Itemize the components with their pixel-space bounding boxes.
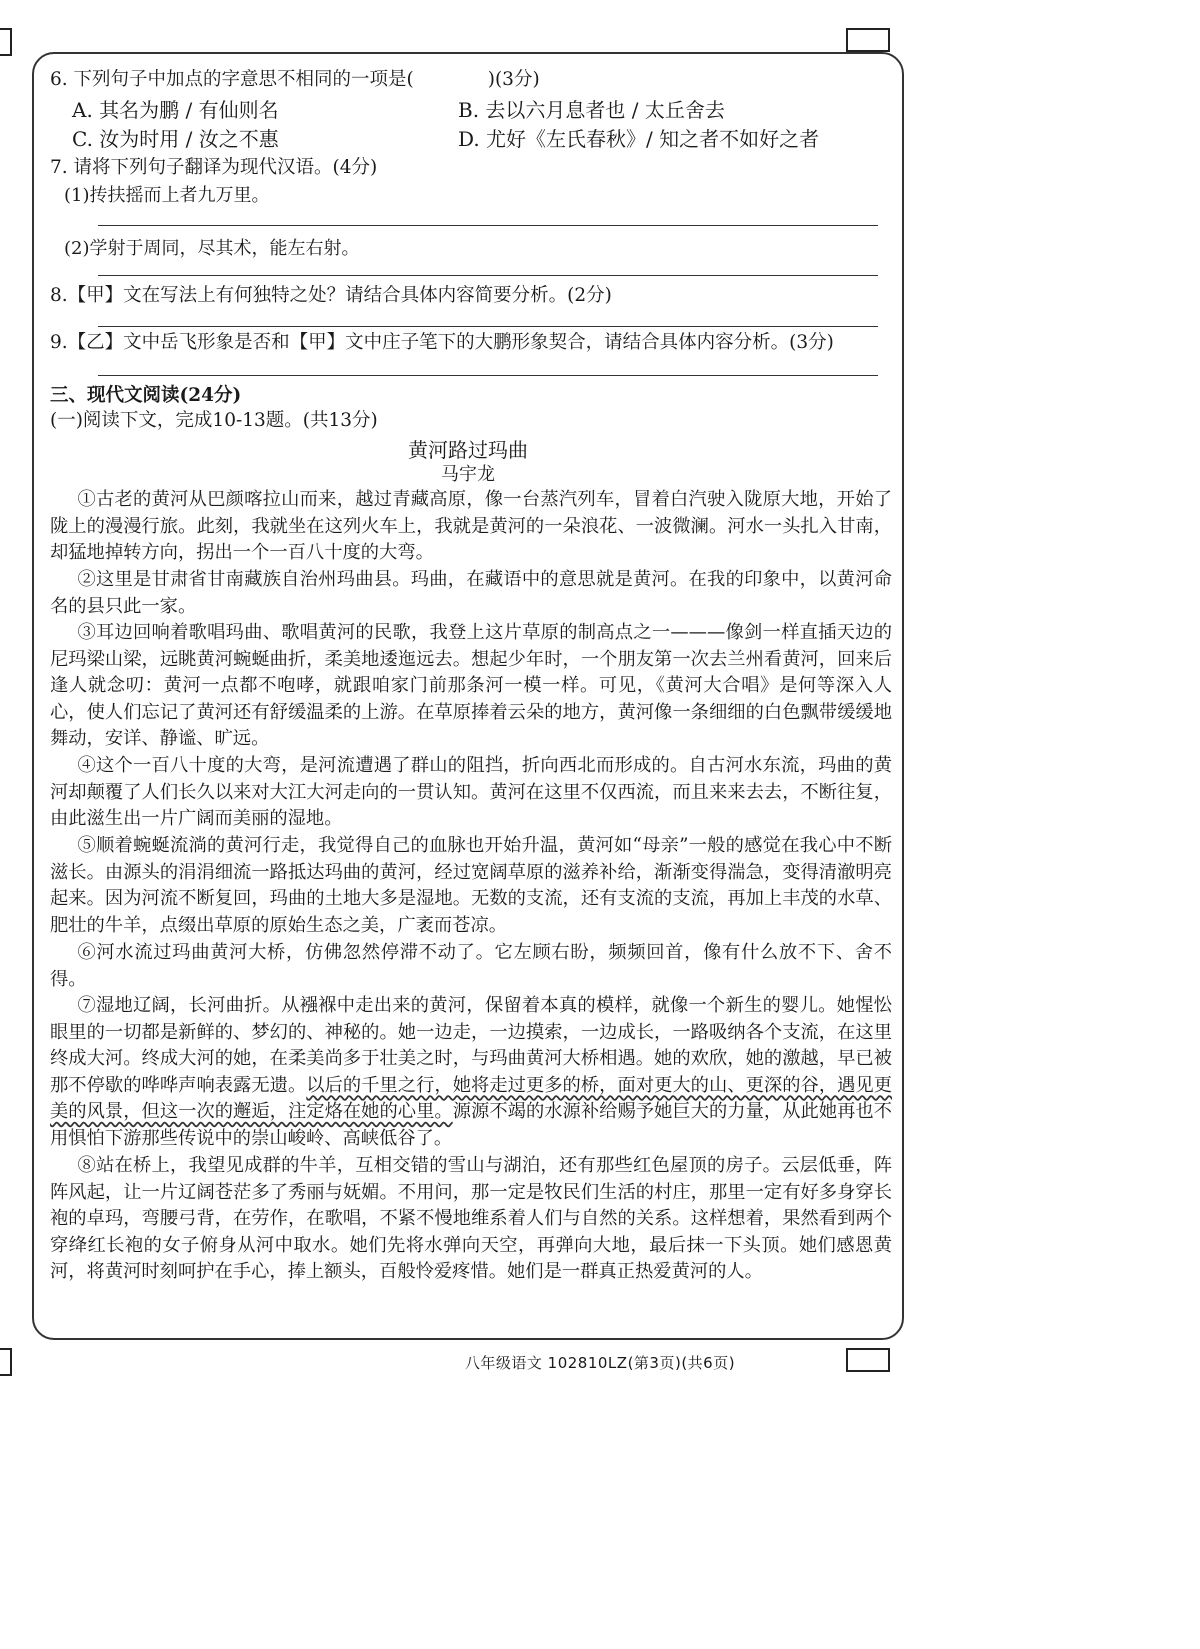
answer-line bbox=[98, 275, 878, 276]
paragraph-6: ⑥河水流过玛曲黄河大桥，仿佛忽然停滞不动了。它左顾右盼，频频回首，像有什么放不下、舍不得。 bbox=[50, 942, 892, 990]
answer-line bbox=[98, 225, 878, 226]
q6-option-b: B. 去以六月息者也 / 太丘舍去 bbox=[458, 98, 725, 122]
wavy-underlined-sentence: 以后的千里之行，她将走过更多的桥，面对更大的山、更深的谷，遇见更美的风景，但这一次的邂逅，注定烙在她的心里。 bbox=[50, 1074, 893, 1123]
paragraph-5: ⑤顺着蜿蜒流淌的黄河行走，我觉得自己的血脉也开始升温，黄河如“母亲”一般的感觉在我心中不断滋长。由源头的涓涓细流一路抵达玛曲的黄河，经过宽阔草原的滋养补给，渐渐变得湍急，变得清澈明亮起来。因为河流不断复回，玛曲的土地大多是湿地。无数的支流，还有支流的支流，再加上丰茂的水草、肥壮的牛羊，点缀出草原的原始生态之美，广袤而苍凉。 bbox=[50, 835, 892, 936]
paragraph-8: ⑧站在桥上，我望见成群的牛羊，互相交错的雪山与湖泊，还有那些红色屋顶的房子。云层低垂，阵阵风起，让一片辽阔苍茫多了秀丽与妩媚。不用问，那一定是牧民们生活的村庄，那里一定有好多身穿长袍的卓玛，弯腰弓背，在劳作，在歌唱，不紧不慢地维系着人们与自然的关系。这样想着，果然看到两个穿绛红长袍的女子俯身从河中取水。她们先将水弹向天空，再弹向大地，最后抹一下头顶。她们感恩黄河，将黄河时刻呵护在手心，捧上额头，百般怜爱疼惜。她们是一群真正热爱黄河的人。 bbox=[50, 1155, 892, 1283]
paragraph-4: ④这个一百八十度的大弯，是河流遭遇了群山的阻挡，折向西北而形成的。自古河水东流，玛曲的黄河却颠覆了人们长久以来对大江大河走向的一贯认知。黄河在这里不仅西流，而且来来去去，不断往复，由此滋生出一片广阔而美丽的湿地。 bbox=[50, 755, 892, 830]
section-title: 三、现代文阅读(24分) bbox=[50, 385, 242, 406]
q6-option-a: A. 其名为鹏 / 有仙则名 bbox=[72, 98, 279, 122]
page-footer: 八年级语文 102810LZ(第3页)(共6页) bbox=[464, 1354, 736, 1372]
paragraph-2: ②这里是甘肃省甘南藏族自治州玛曲县。玛曲，在藏语中的意思就是黄河。在我的印象中，以黄河命名的县只此一家。 bbox=[50, 569, 892, 617]
q7-stem: 7. 请将下列句子翻译为现代汉语。(4分) bbox=[50, 157, 378, 178]
article-author: 马宇龙 bbox=[441, 464, 495, 485]
article-title: 黄河路过玛曲 bbox=[408, 438, 528, 462]
q8-stem: 8.【甲】文在写法上有何独特之处？请结合具体内容简要分析。(2分) bbox=[50, 285, 612, 306]
q6-stem: 6. 下列句子中加点的字意思不相同的一项是( )(3分) bbox=[50, 69, 540, 90]
corner-mark-top-left bbox=[0, 28, 12, 56]
q6-option-d: D. 尤好《左氏春秋》/ 知之者不如好之者 bbox=[458, 127, 820, 151]
q6-option-c: C. 汝为时用 / 汝之不惠 bbox=[72, 127, 279, 151]
section-subtitle: (一)阅读下文，完成10-13题。(共13分) bbox=[50, 410, 378, 431]
answer-line bbox=[98, 326, 878, 327]
q7-sentence-1: (1)抟扶摇而上者九万里。 bbox=[64, 185, 270, 206]
answer-line bbox=[98, 375, 878, 376]
paragraph-7-tail: 源源不竭的水源补给赐予她巨大的力量，从此她再也不用惧怕下游那些传说中的崇山峻岭、高峡低谷了。 bbox=[50, 1101, 893, 1149]
paragraph-7 bbox=[50, 993, 892, 1153]
corner-box-top-right bbox=[846, 28, 890, 52]
paragraph-3: ③耳边回响着歌唱玛曲、歌唱黄河的民歌，我登上这片草原的制高点之一———像剑一样直插天边的尼玛梁山梁，远眺黄河蜿蜒曲折，柔美地逶迤远去。想起少年时，一个朋友第一次去兰州看黄河，回来后逢人就念叨：黄河一点都不咆哮，就跟咱家门前那条河一模一样。可见，《黄河大合唱》是何等深入人心，使人们忘记了黄河还有舒缓温柔的上游。在草原捧着云朵的地方，黄河像一条细细的白色飘带缓缓地舞动，安详、静谧、旷远。 bbox=[50, 622, 892, 750]
paragraph-7-text: ⑦湿地辽阔，长河曲折。从襁褓中走出来的黄河，保留着本真的模样，就像一个新生的婴儿。她惺忪眼里的一切都是新鲜的、梦幻的、神秘的。她一边走，一边摸索，一边成长，一路吸纳各个支流，在这里终成大河。终成大河的她，在柔美尚多于壮美之时，与玛曲黄河大桥相遇。她的欢欣，她的激越，早已被那不停歇的哗哗声响表露无遗。 bbox=[50, 995, 892, 1096]
q7-sentence-2: (2)学射于周同，尽其术，能左右射。 bbox=[64, 238, 360, 259]
paragraph-1: ①古老的黄河从巴颜喀拉山而来，越过青藏高原，像一台蒸汽列车，冒着白汽驶入陇原大地，开始了陇上的漫漫行旅。此刻，我就坐在这列火车上，我就是黄河的一朵浪花、一波微澜。河水一头扎入甘南，却猛地掉转方向，拐出一个一百八十度的大弯。 bbox=[50, 489, 892, 564]
q9-stem: 9.【乙】文中岳飞形象是否和【甲】文中庄子笔下的大鹏形象契合，请结合具体内容分析。(3分) bbox=[50, 332, 834, 353]
